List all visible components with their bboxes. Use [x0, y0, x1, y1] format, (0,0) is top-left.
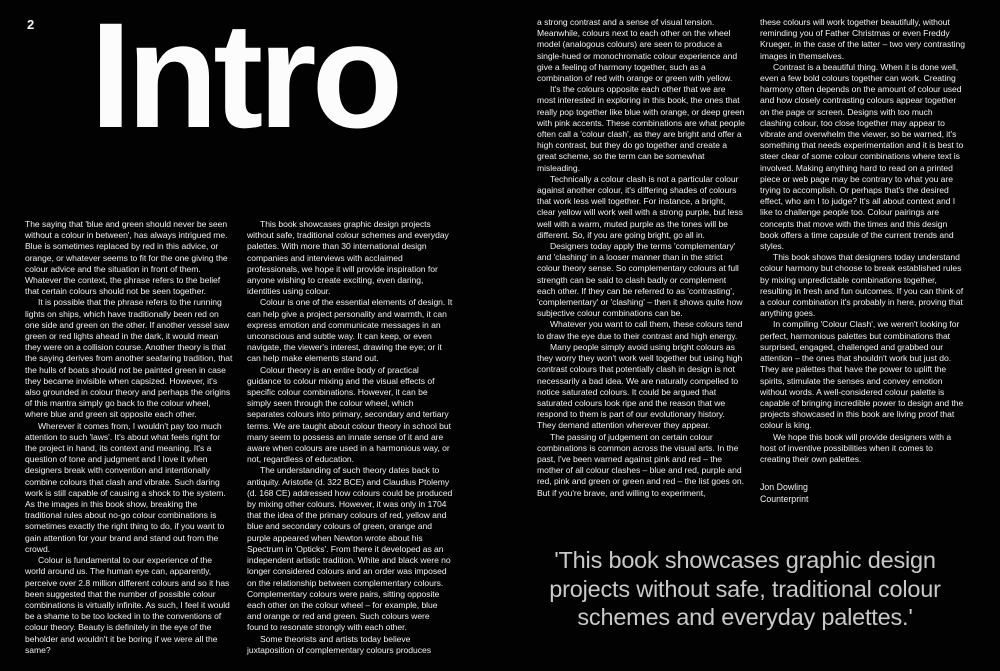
body-paragraph: Wherever it comes from, I wouldn't pay too much attention to such 'laws'. It's about what feels right for the project in hand, its context and meaning. It's a question of tone and judgment and I love it when designers break with convention and intentionally combine colours that clash and vibrate. Such daring work is still capable of causing a shock to the system. As the images in this book show, breaking the traditional rules about no-go colour combinations is sometimes exactly the right thing to do, if you want to gain attention for your brand and stand out from the crowd. — [25, 420, 226, 554]
author-signature — [760, 481, 808, 505]
body-paragraph: these colours will work together beautifully, without reminding you of Father Christmas or even Freddy Krueger, in the case of the latter – two very contrasting images in themselves. — [760, 17, 965, 61]
body-paragraph: Colour is fundamental to our experience of the world around us. The human eye can, apparently, perceive over 2.8 million different colours and so it has been suggested that the number of possible colour combinations is virtually infinite. As such, I feel it would be a shame to be too locked in to the conventions of colour theory. Beauty is definitely in the eye of the beholder and wouldn't it be boring if we were all the same? — [25, 555, 230, 655]
pull-quote-line: projects without safe, traditional colour — [549, 575, 941, 602]
body-paragraph: a strong contrast and a sense of visual tension. Meanwhile, colours next to each other on the wheel model (analogous colours) are seen to produce a single-hued or monochromatic colour experience and give a feeling of harmony together, such as a combination of red with orange or green with yellow. — [537, 17, 738, 84]
right-page-column-1 — [537, 17, 745, 499]
body-paragraph: This book showcases graphic design projects without safe, traditional colour schemes and everyday palettes. With more than 30 international design companies and interviews with acclaimed professionals, we hope it will provide inspiration for anyone wishing to create exciting, even daring, identities using colour. — [247, 219, 449, 297]
left-page-column-1 — [25, 219, 233, 656]
right-page-column-2 — [760, 17, 965, 465]
body-paragraph: The understanding of such theory dates back to antiquity. Aristotle (d. 322 BCE) and Claudius Ptolemy (d. 168 CE) addressed how colours could be produced by mixing other colours. However, it was only in 1704 that the idea of the primary colours of red, yellow and blue and secondary colours of green, orange and purple appeared when Newton wrote about his Spectrum in 'Opticks'. From there it developed as an independent artistic tradition. White and black were no longer considered colours and an order was imposed on the relationship between complementary colours. Complementary colours were pairs, sitting opposite each other on the colour wheel – for example, blue and orange or red and green. Such colours were found to resonate strongly with each other. — [247, 465, 453, 633]
body-paragraph: Designers today apply the terms 'complementary' and 'clashing' in a looser manner than in the strict colour theory sense. So complementary colours at full strength can be said to clash badly or complement each other. If they can be referred to as 'contrasting', 'complementary' or 'clashing' – then it shows quite how subjective colour combinations can be. — [537, 241, 743, 319]
page-number: 2 — [27, 17, 35, 32]
body-paragraph: Many people simply avoid using bright colours as they worry they won't work well together but using high contrast colours that potentially clash in design is not necessarily a bad idea. We are naturally compelled to notice saturated colours. It could be argued that saturated colours look ripe and the reason that we respond to them is part of our evolutionary history. They demand attention wherever they appear. — [537, 341, 743, 431]
body-paragraph: The saying that 'blue and green should never be seen without a colour in between', has always intrigued me. Blue is sometimes replaced by red in this advice, or orange, or whatever seems to fit for the one giving the colour advice and the situation in front of them. Whatever the context, the phrase refers to the belief that certain colours should not be seen together. — [25, 219, 228, 297]
body-paragraph: In compiling 'Colour Clash', we weren't looking for perfect, harmonious palettes but combinations that surprised, engaged, challenged and grabbed our attention – the ones that shouldn't work but just do. They are palettes that have the power to uplift the spirits, stimulate the senses and convey emotion without words. A well-considered colour palette is capable of bringing incredible power to design and the projects showcased in this book are living proof that colour is king. — [760, 319, 964, 431]
body-paragraph: Technically a colour clash is not a particular colour against another colour, it's differing shades of colours that work less well together. For instance, a bright, clear yellow will work well with a strong purple, but less well with a warm, muted purple as the tones will be different. So, if you are going bright, go all in. — [537, 173, 743, 240]
pull-quote-line: 'This book showcases graphic design — [554, 547, 936, 573]
body-paragraph: It's the colours opposite each other that we are most interested in exploring in this book, the ones that really pop together like blue with orange, or deep green with pink accents. These combinations are what people often call a 'colour clash', as they are bright and offer a high contrast, but they do go together and create a great scheme, so the term can be somewhat misleading. — [537, 84, 745, 173]
body-paragraph: Whatever you want to call them, these colours tend to draw the eye due to their contrast and high energy. — [537, 319, 743, 341]
author-name: Jon Dowling — [760, 482, 808, 492]
body-paragraph: It is possible that the phrase refers to the running lights on ships, which have traditionally been red on one side and green on the other. If another vessel saw green or red lights ahead in the dark, it would mean they were on a collision course. Another theory is that the saying derives from another seafaring tradition, that the hulls of boats should not be painted green in case they became invisible when capsized. However, it's also grounded in colour theory and perhaps the origins of this mantra simply go back to the colour wheel, where blue and green sit opposite each other. — [25, 297, 233, 420]
author-company: Counterprint — [760, 494, 809, 504]
pull-quote-line: schemes and everyday palettes.' — [577, 604, 913, 630]
body-paragraph: Colour is one of the essential elements of design. It can help give a project personality and warmth, it can express emotion and communicate messages in an unconscious and subtle way. It can keep, or even navigate, the viewer's interest, drawing the eye; or it can help make elements stand out. — [247, 297, 453, 364]
body-paragraph: This book shows that designers today understand colour harmony but choose to break established rules by mixing unpredictable combinations together, resulting in fresh and fun outcomes. If you can think of a colour combination it's probably in here, proving that anything goes. — [760, 252, 964, 319]
body-paragraph: Some theorists and artists today believe juxtaposition of complementary colours produces — [247, 633, 431, 655]
left-page-column-2 — [247, 219, 453, 656]
page-title: Intro — [90, 0, 399, 159]
body-paragraph: The passing of judgement on certain colour combinations is common across the visual arts. In the past, I've been warned against pink and red – the mother of all colour clashes – blue and red, purple and red, pink and green or green and red – the list goes on. But if you're brave, and willing to experiment, — [537, 431, 744, 498]
body-paragraph: Colour theory is an entire body of practical guidance to colour mixing and the visual effects of specific colour combinations. However, it can be simply seen through the colour wheel, which separates colours into primary, secondary and tertiary terms. We are taught about colour theory in school but many seem to possess an innate sense of it and are aware when colours are used in a harmonious way, or not, regardless of education. — [247, 364, 451, 465]
body-paragraph: We hope this book will provide designers with a host of inventive possibilities when it comes to creating their own palettes. — [760, 431, 952, 464]
pull-quote — [502, 546, 988, 632]
body-paragraph: Contrast is a beautiful thing. When it is done well, even a few bold colours together can work. Creating harmony often depends on the amount of colour used and how closely contrasting colours appear together on the page or screen. Designs with too much clashing colour, too close together may appear to vibrate and overwhelm the viewer, so be warned, it's something that needs experimentation and it is best to steer clear of some colour combinations where text is involved. Making anything hard to read on a printed piece or web page may be contrary to what you are trying to accomplish. Or perhaps that's the desired effect, who am I to judge? It's all about context and I like to challenge people too. Colour pairings are concepts that move with the times and this design book offers a time capsule of the current trends and styles. — [760, 61, 964, 252]
